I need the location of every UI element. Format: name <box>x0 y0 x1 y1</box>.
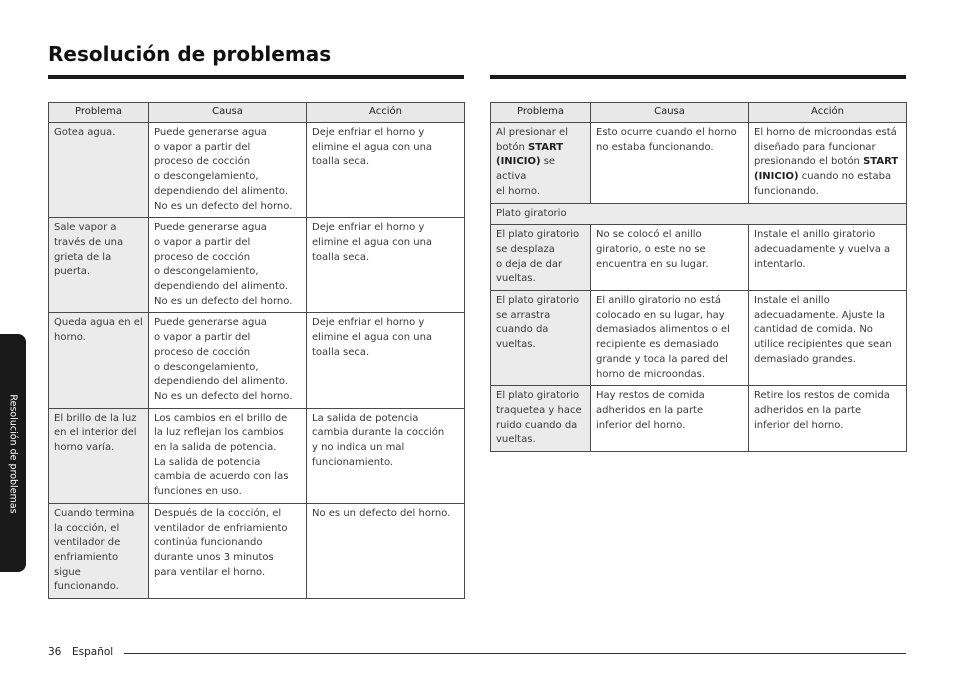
problem-cell: Sale vapor a través de una grieta de la puerta. <box>49 218 149 313</box>
problem-cell: El plato giratorio traquetea y hace ruido cuando da vueltas. <box>491 386 591 452</box>
column-header-problem: Problema <box>49 103 149 123</box>
troubleshooting-table-left <box>48 102 465 599</box>
section-row <box>491 203 907 225</box>
title-rule-right <box>490 75 906 79</box>
problem-cell: El brillo de la luz en el interior del horno varía. <box>49 408 149 503</box>
problem-text-end: se activa el horno. <box>496 156 556 197</box>
problem-text-start: Al presionar el botón <box>496 127 568 153</box>
problem-cell: El plato giratorio se arrastra cuando da vueltas. <box>491 291 591 386</box>
table-row <box>49 503 465 598</box>
page-language: Español <box>72 646 114 658</box>
troubleshooting-table-right <box>490 102 907 452</box>
table-row <box>49 313 465 408</box>
title-rule-left <box>48 75 464 79</box>
cause-cell: No se colocó el anillo giratorio, o este no se encuentra en su lugar. <box>591 225 749 291</box>
start-button-label: START (INICIO) <box>496 141 564 168</box>
action-text-end: cuando no estaba funcionando. <box>754 171 892 197</box>
table-row <box>49 408 465 503</box>
table-row <box>49 123 465 218</box>
action-cell: Retire los restos de comida adheridos en la parte inferior del horno. <box>749 386 907 452</box>
action-cell: No es un defecto del horno. <box>307 503 465 598</box>
side-section-tab-label: Resolución de problemas <box>7 394 19 514</box>
action-cell: Deje enfriar el horno y elimine el agua con una toalla seca. <box>307 218 465 313</box>
column-header-action: Acción <box>749 103 907 123</box>
cause-cell: Puede generarse agua o vapor a partir del proceso de cocción o descongelamiento, dependiendo del alimento. No es un defecto del horno. <box>149 123 307 218</box>
table-row <box>491 291 907 386</box>
start-button-label: START (INICIO) <box>754 156 899 183</box>
column-header-problem: Problema <box>491 103 591 123</box>
table-header-row <box>491 103 907 123</box>
cause-cell: Hay restos de comida adheridos en la parte inferior del horno. <box>591 386 749 452</box>
action-cell: La salida de potencia cambia durante la cocción y no indica un mal funcionamiento. <box>307 408 465 503</box>
action-cell: Deje enfriar el horno y elimine el agua con una toalla seca. <box>307 123 465 218</box>
cause-cell: Después de la cocción, el ventilador de enfriamiento continúa funcionando durante unos 3 minutos para ventilar el horno. <box>149 503 307 598</box>
footer-rule <box>124 653 906 654</box>
column-header-cause: Causa <box>149 103 307 123</box>
side-section-tab[interactable] <box>0 334 26 572</box>
section-heading-turntable: Plato giratorio <box>491 203 907 225</box>
table-header-row <box>49 103 465 123</box>
cause-cell: Los cambios en el brillo de la luz reflejan los cambios en la salida de potencia. La salida de potencia cambia de acuerdo con las funciones en uso. <box>149 408 307 503</box>
problem-cell: Queda agua en el horno. <box>49 313 149 408</box>
action-cell <box>749 123 907 204</box>
problem-cell: Cuando termina la cocción, el ventilador de enfriamiento sigue funcionando. <box>49 503 149 598</box>
table-row <box>49 218 465 313</box>
column-header-cause: Causa <box>591 103 749 123</box>
action-text-start: El horno de microondas está diseñado para funcionar presionando el botón <box>754 127 897 168</box>
table-row <box>491 123 907 204</box>
action-cell: Deje enfriar el horno y elimine el agua con una toalla seca. <box>307 313 465 408</box>
problem-cell: Gotea agua. <box>49 123 149 218</box>
table-row <box>491 225 907 291</box>
page-title: Resolución de problemas <box>48 42 332 66</box>
problem-cell: El plato giratorio se desplaza o deja de dar vueltas. <box>491 225 591 291</box>
action-cell: Instale el anillo giratorio adecuadamente y vuelva a intentarlo. <box>749 225 907 291</box>
table-row <box>491 386 907 452</box>
problem-cell <box>491 123 591 204</box>
page-number: 36 <box>48 646 62 658</box>
action-cell: Instale el anillo adecuadamente. Ajuste la cantidad de comida. No utilice recipientes que sean demasiado grandes. <box>749 291 907 386</box>
cause-cell: Puede generarse agua o vapor a partir del proceso de cocción o descongelamiento, dependiendo del alimento. No es un defecto del horno. <box>149 218 307 313</box>
cause-cell: Esto ocurre cuando el horno no estaba funcionando. <box>591 123 749 204</box>
cause-cell: Puede generarse agua o vapor a partir del proceso de cocción o descongelamiento, dependiendo del alimento. No es un defecto del horno. <box>149 313 307 408</box>
column-header-action: Acción <box>307 103 465 123</box>
cause-cell: El anillo giratorio no está colocado en su lugar, hay demasiados alimentos o el recipiente es demasiado grande y toca la pared del horno de microondas. <box>591 291 749 386</box>
